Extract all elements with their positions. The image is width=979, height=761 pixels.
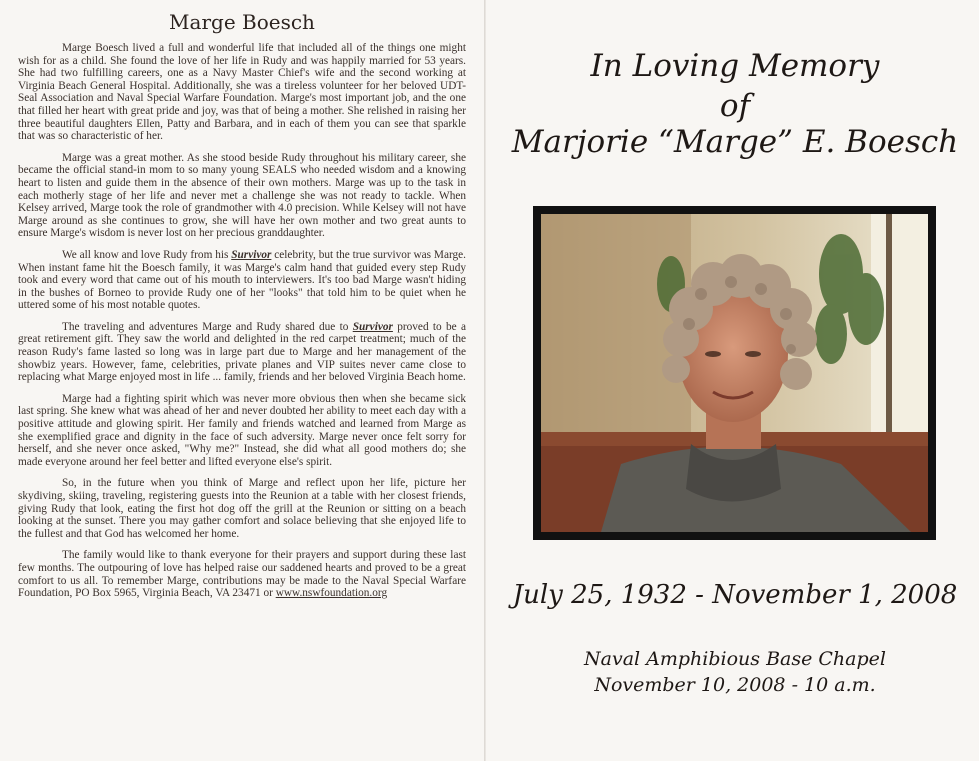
title-line-3: Marjorie “Marge” E. Boesch [511, 124, 959, 160]
p3-body: celebrity, but the true survivor was Marge. When instant fame hit the Boesch family, it was Marge's calm hand that guided every step Rudy took and every word that came out of his mouth to interviewers. It's too bad Marge wasn't hiding in the bushes of Borneo to provide Rudy one of her "looks" that told him to be quiet when he uttered some of his most notable quotes. [18, 248, 466, 312]
p7-body: The family would like to thank everyone for their prayers and support during these last few months. The outpouring of love has helped raise our saddened hearts and proved to be a great comfort to us all. To remember Marge, contributions may be made to the Naval Special Warfare Foundation, PO Box 5965, Virginia Beach, VA 23471 or [18, 549, 466, 600]
page-fold [484, 0, 486, 761]
paragraph-6: So, in the future when you think of Marge and reflect upon her life, picture her skydiving, skiing, traveling, registering guests into the Reunion at a table with her closest friends, giving Rudy that look, eating the first hot dog off the grill at the Reunion or sitting on a beach looking at the sunset. There you may gather comfort and solace believing that she enjoyed life to the fullest and that God has welcomed her home. [18, 477, 466, 540]
portrait-photo [541, 214, 928, 532]
obituary-panel [18, 10, 466, 609]
survivor-title: Survivor [231, 248, 272, 261]
foundation-website-link[interactable]: www.nswfoundation.org [275, 587, 388, 600]
paragraph-5: Marge had a fighting spirit which was never more obvious then when she became sick last spring. She knew what was ahead of her and never doubted her ability to meet each day with a positive attitude and glowing spirit. Her family and friends watched and learned from Marge as she exemplified grace and dignity in the face of such adversity. Marge never once felt sorry for herself, and she never once asked, "Why me?" Instead, she did what all good mothers do; she made everyone around her feel better and lifted everyone else's spirit. [18, 392, 466, 468]
service-date-time: November 10, 2008 - 10 a.m. [594, 674, 876, 696]
life-dates: July 25, 1932 - November 1, 2008 [512, 580, 958, 610]
paragraph-3 [18, 249, 466, 312]
service-location: Naval Amphibious Base Chapel [584, 648, 886, 670]
obituary-heading: Marge Boesch [169, 10, 315, 34]
title-line-2: of [719, 88, 751, 124]
paragraph-1: Marge Boesch lived a full and wonderful life that included all of the things one might wish for as a child. She found the love of her life in Rudy and was happily married for 53 years. She had two fulfilling careers, one as a Navy Master Chief's wife and the second working at Virginia Beach General Hospital. Additionally, she was a tireless volunteer for her beloved UDT-Seal Association and Naval Special Warfare Foundation. Marge's most important job, and the one that filled her heart with great pride and joy, was that of being a mother. She relished in raising her three beautiful daughters Ellen, Patty and Barbara, and in each of them you can see that sparkle that was so characteristic of her. [18, 42, 466, 143]
paragraph-2: Marge was a great mother. As she stood beside Rudy throughout his military career, she became the official stand-in mom to so many young SEALS who needed wisdom and a knowing heart to listen and guide them in the absence of their own mothers. Marge was up to the task in each motherly stage of her life and never met a challenge she was not ready to tackle. When Kelsey arrived, Marge took the role of grandmother with 4.0 precision. While Kelsey will not have Marge around as she continues to grow, she will have her own mother and two great aunts to ensure Marge's wisdom is never lost on her precious granddaughter. [18, 151, 466, 240]
p4-prefix: The traveling and adventures Marge and Rudy shared due to [62, 320, 353, 333]
title-line-1: In Loving Memory [590, 48, 880, 84]
paragraph-7 [18, 549, 466, 599]
paragraph-4 [18, 321, 466, 384]
survivor-title-2: Survivor [352, 320, 393, 333]
p4-body: proved to be a great retirement gift. They saw the world and delighted in the red carpet treatment; much of the reason Rudy's fame lasted so long was in large part due to Marge and her management of the showbiz years. However, fame, celebrities, private planes and VIP suites never came close to replacing what Marge enjoyed most in life ... family, friends and her beloved Virginia Beach home. [18, 320, 466, 384]
portrait-frame [533, 206, 936, 540]
p3-prefix: We all know and love Rudy from his [62, 248, 232, 261]
